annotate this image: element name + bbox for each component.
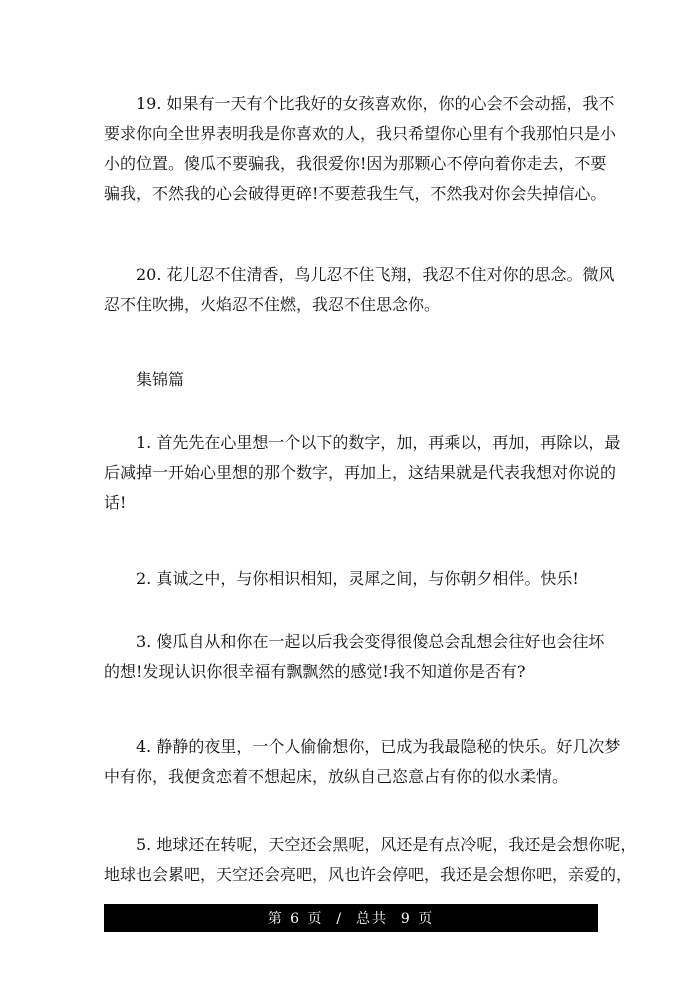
- paragraph-line: 小的位置。傻瓜不要骗我，我很爱你!因为那颗心不停向着你走去，不要: [104, 154, 607, 173]
- list-item-1: [104, 428, 621, 518]
- paragraph-line: 后减掉一开始心里想的那个数字，再加上，这结果就是代表我想对你说的: [104, 463, 617, 482]
- page-footer: [104, 904, 598, 932]
- section-heading: [104, 365, 598, 395]
- list-item-5: [104, 830, 637, 890]
- page-number-text: 第 6 页 / 总共 9 页: [267, 911, 435, 927]
- paragraph-line: 的想!发现认识你很幸福有飘飘然的感觉!我不知道你是否有?: [104, 662, 526, 681]
- list-item-4: [104, 732, 621, 792]
- paragraph-line: 5. 地球还在转呢，天空还会黑呢，风还是有点冷呢，我还是会想你呢，: [136, 835, 637, 854]
- list-item-2: [104, 564, 598, 594]
- paragraph-line: 19. 如果有一天有个比我好的女孩喜欢你，你的心会不会动摇，我不: [136, 94, 615, 113]
- paragraph-line: 4. 静静的夜里，一个人偷偷想你，已成为我最隐秘的快乐。好几次梦: [136, 737, 621, 756]
- paragraph-line: 骗我，不然我的心会破得更碎!不要惹我生气，不然我对你会失掉信心。: [104, 184, 607, 203]
- paragraph-line: 1. 首先先在心里想一个以下的数字，加，再乘以，再加，再除以，最: [136, 433, 621, 452]
- paragraph-20: [104, 260, 615, 320]
- paragraph-line: 话!: [104, 493, 127, 512]
- paragraph-line: 忍不住吹拂，火焰忍不住燃，我忍不住思念你。: [104, 295, 441, 314]
- list-item-3: [104, 627, 605, 687]
- paragraph-19: [104, 89, 617, 209]
- paragraph-line: 地球也会累吧，天空还会亮吧，风也许会停吧，我还是会想你吧，亲爱的，: [104, 865, 633, 884]
- paragraph-line: 要求你向全世界表明我是你喜欢的人，我只希望你心里有个我那怕只是小: [104, 124, 617, 143]
- section-heading-text: 集锦篇: [136, 370, 185, 389]
- paragraph-line: 中有你，我便贪恋着不想起床，放纵自己恣意占有你的似水柔情。: [104, 767, 569, 786]
- paragraph-line: 3. 傻瓜自从和你在一起以后我会变得很傻总会乱想会往好也会往坏: [136, 632, 605, 651]
- paragraph-line: 20. 花儿忍不住清香，鸟儿忍不住飞翔，我忍不住对你的思念。微风: [136, 265, 615, 284]
- paragraph-line: 2. 真诚之中，与你相识相知，灵犀之间，与你朝夕相伴。快乐!: [136, 569, 579, 588]
